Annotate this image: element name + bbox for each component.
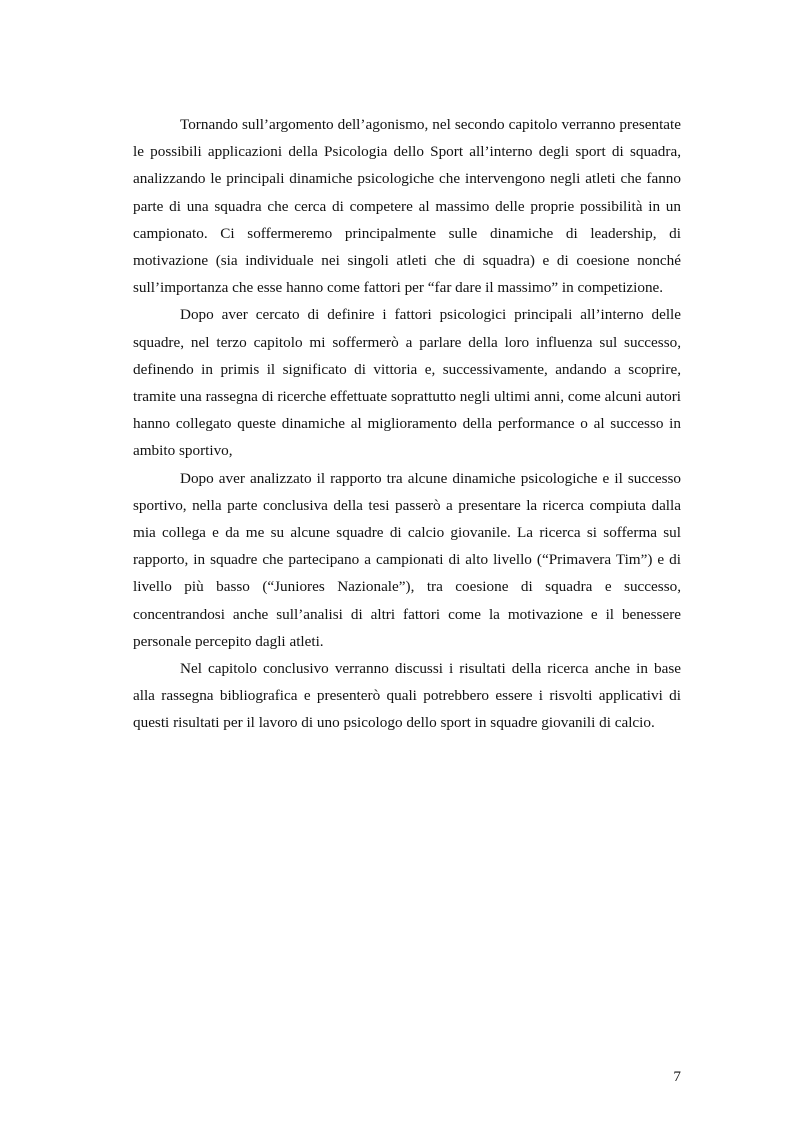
- body-text: [133, 111, 681, 737]
- page-number: 7: [673, 1068, 681, 1085]
- paragraph-4: Nel capitolo conclusivo verranno discussi i risultati della ricerca anche in base alla rassegna bibliografica e presenterò quali potrebbero essere i risvolti applicativi di questi risultati per il lavoro di uno psicologo dello sport in squadre giovanili di calcio.: [133, 660, 681, 732]
- paragraph-3: Dopo aver analizzato il rapporto tra alcune dinamiche psicologiche e il successo sportivo, nella parte conclusiva della tesi passerò a presentare la ricerca compiuta dalla mia collega e da me su alcune squadre di calcio giovanile. La ricerca si sofferma sul rapporto, in squadre che partecipano a campionati di alto livello (“Primavera Tim”) e di livello più basso (“Juniores Nazionale”), tra coesione di squadra e successo, concentrandosi anche sull’analisi di altri fattori come la motivazione e il benessere personale percepito dagli atleti.: [133, 469, 681, 650]
- paragraph-1: Tornando sull’argomento dell’agonismo, nel secondo capitolo verranno presentate le possibili applicazioni della Psicologia dello Sport all’interno degli sport di squadra, analizzando le principali dinamiche psicologiche che intervengono negli atleti che fanno parte di una squadra che cerca di competere al massimo delle proprie possibilità in un campionato. Ci soffermeremo principalmente sulle dinamiche di leadership, di motivazione (sia individuale nei singoli atleti che di squadra) e di coesione nonché sull’importanza che esse hanno come fattori per “far dare il massimo” in competizione.: [133, 116, 681, 297]
- paragraph-2: Dopo aver cercato di definire i fattori psicologici principali all’interno delle squadre, nel terzo capitolo mi soffermerò a parlare della loro influenza sul successo, definendo in primis il significato di vittoria e, successivamente, andando a scoprire, tramite una rassegna di ricerche effettuate soprattutto negli ultimi anni, come alcuni autori hanno collegato queste dinamiche al miglioramento della performance o al successo in ambito sportivo,: [133, 306, 681, 460]
